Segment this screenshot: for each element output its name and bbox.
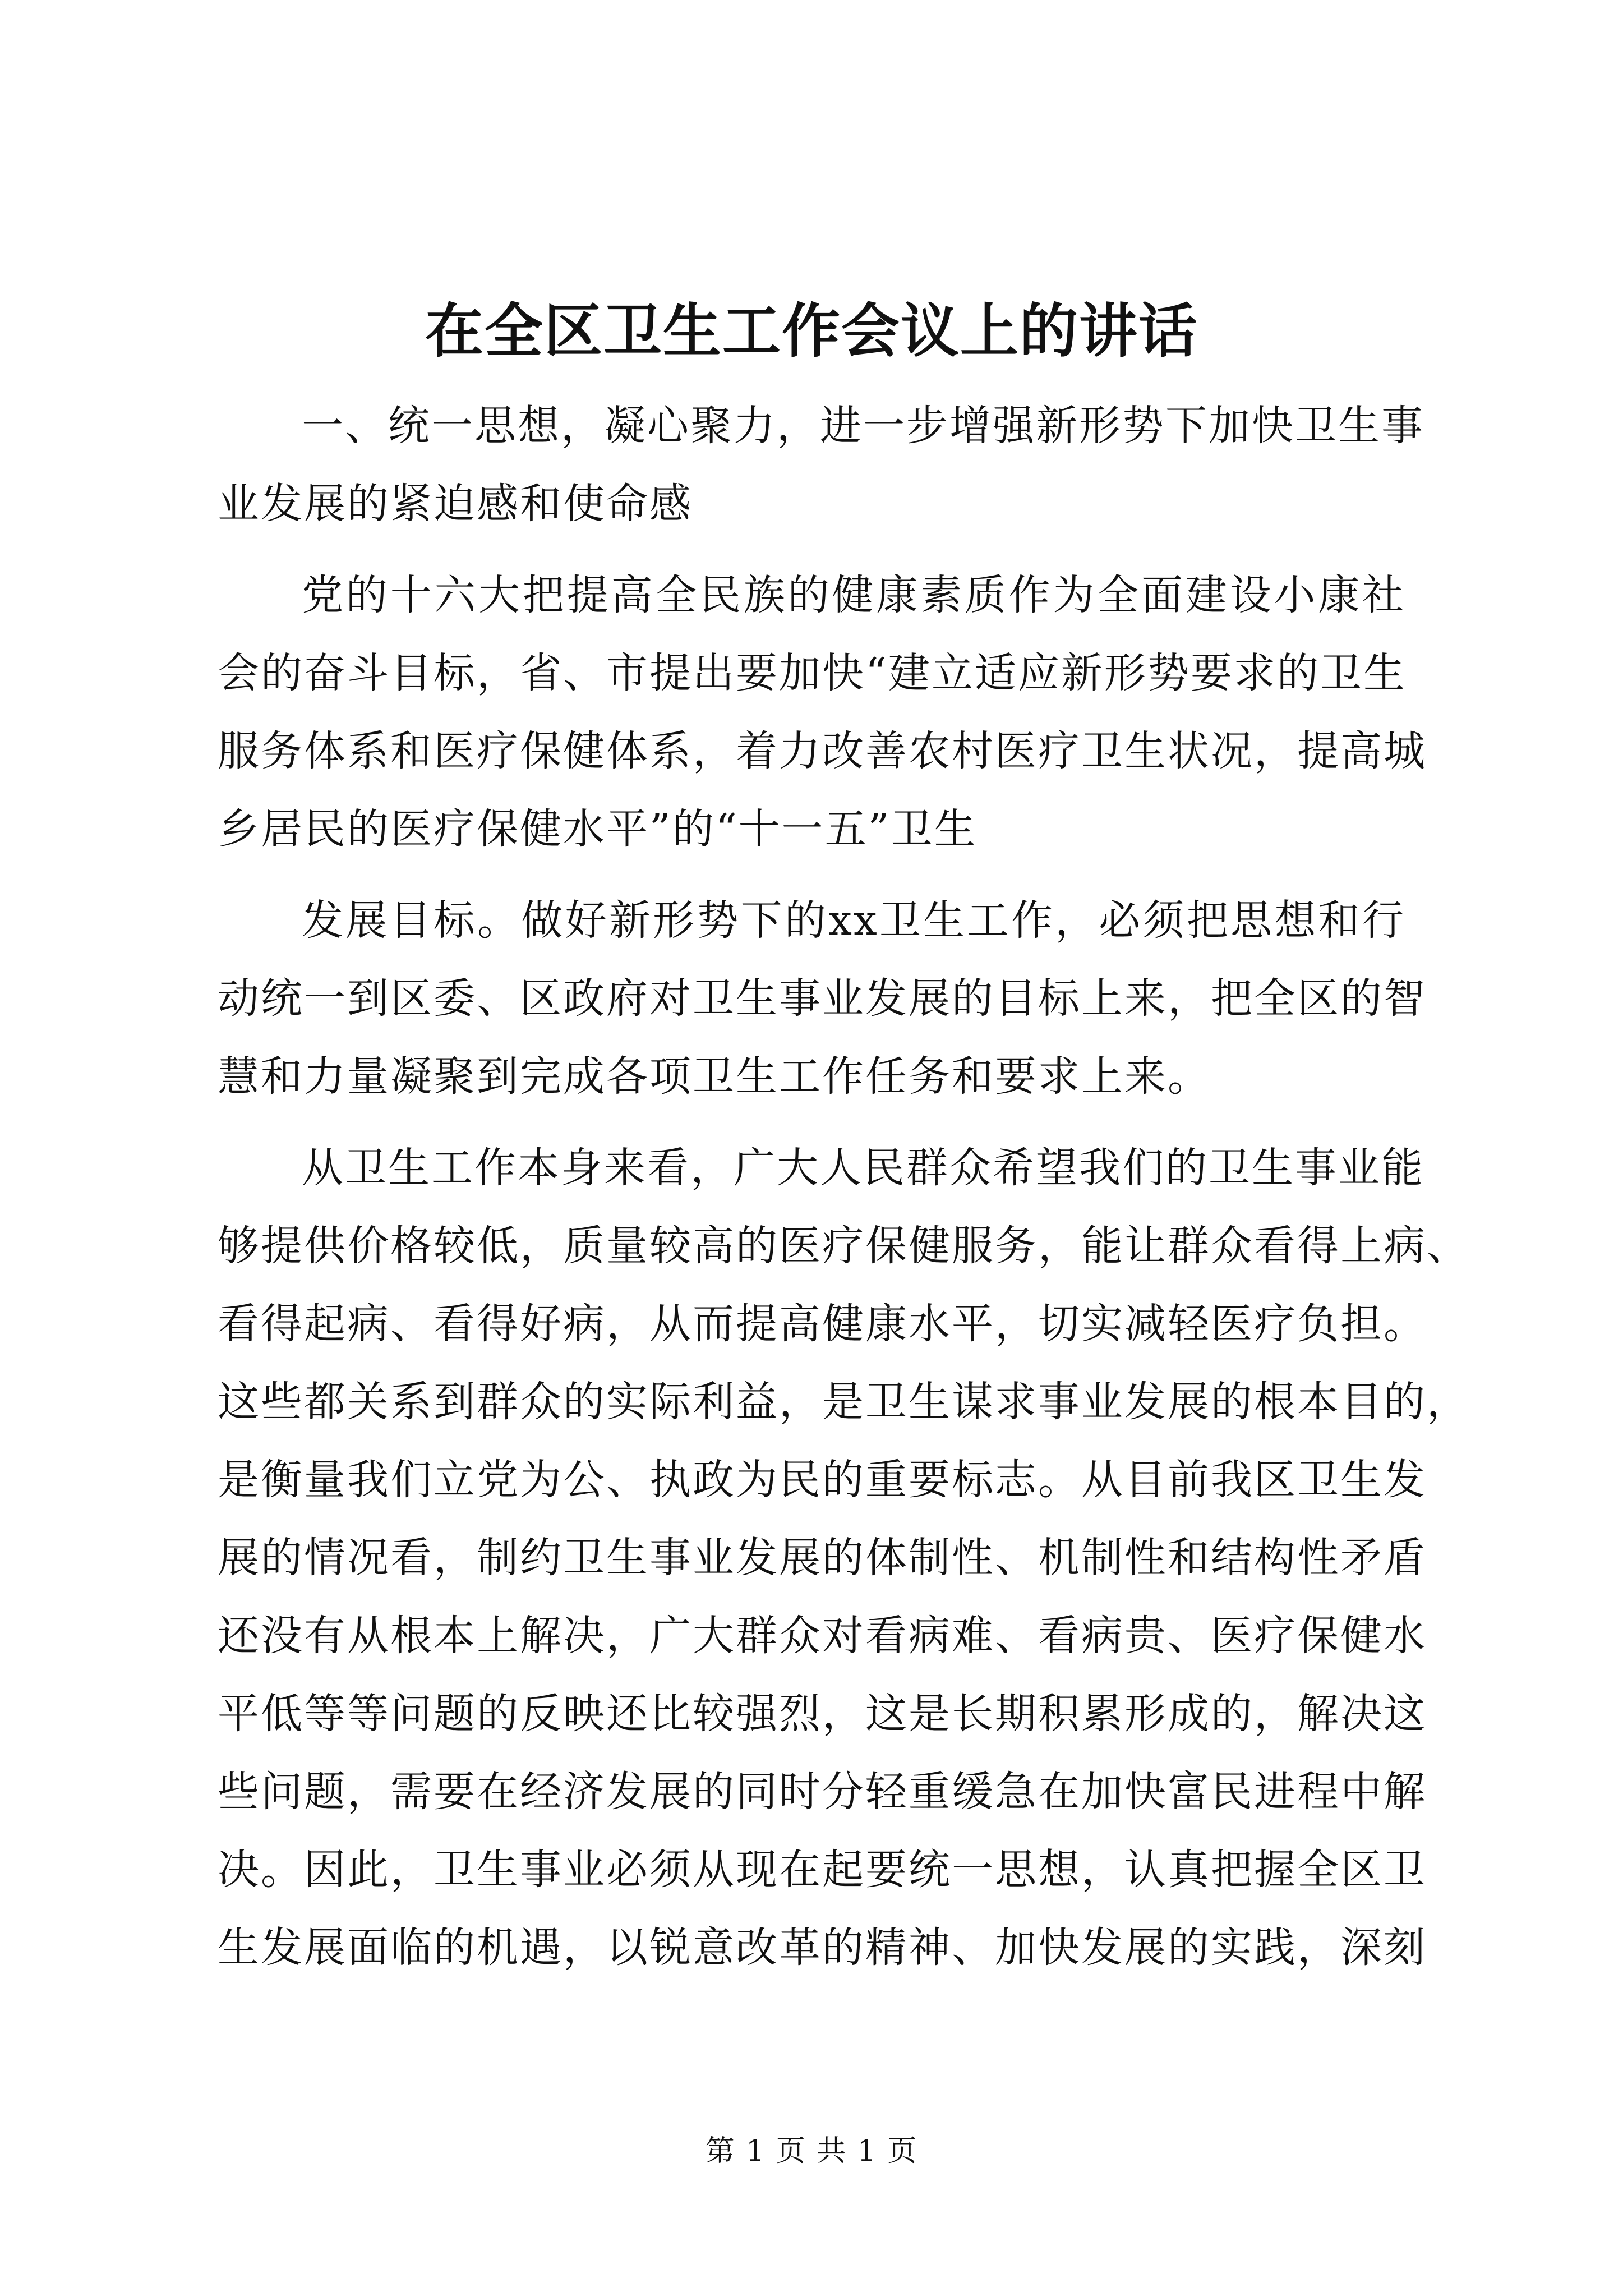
text-line: 发展目标。做好新形势下的xx卫生工作，必须把思想和行	[302, 896, 1405, 945]
page-footer: 第 1 页 共 1 页	[705, 2134, 918, 2168]
text-line: 还没有从根本上解决，广大群众对看病难、看病贵、医疗保健水	[218, 1612, 1427, 1660]
text-line: 从卫生工作本身来看，广大人民群众希望我们的卫生事业能	[302, 1144, 1424, 1192]
text-line: 党的十六大把提高全民族的健康素质作为全面建设小康社	[302, 571, 1405, 619]
text-line: 动统一到区委、区政府对卫生事业发展的目标上来，把全区的智	[218, 974, 1427, 1023]
text-line: 慧和力量凝聚到完成各项卫生工作任务和要求上来。	[218, 1052, 1211, 1101]
text-line: 看得起病、看得好病，从而提高健康水平，切实减轻医疗负担。	[218, 1300, 1427, 1348]
text-line: 会的奋斗目标，省、市提出要加快“建立适应新形势要求的卫生	[218, 649, 1407, 697]
paragraph-spacer	[218, 868, 1405, 882]
text-line: 平低等等问题的反映还比较强烈，这是长期积累形成的，解决这	[218, 1690, 1427, 1738]
text-line: 服务体系和医疗保健体系，着力改善农村医疗卫生状况，提高城	[218, 727, 1427, 775]
text-line: 这些都关系到群众的实际利益，是卫生谋求事业发展的根本目的，	[218, 1378, 1470, 1426]
document-title: 在全区卫生工作会议上的讲话	[425, 296, 1198, 365]
paragraph	[218, 1129, 1470, 1987]
text-line: 决。因此，卫生事业必须从现在起要统一思想，认真把握全区卫	[218, 1846, 1427, 1894]
paragraph-spacer	[218, 1116, 1405, 1129]
text-line: 生发展面临的机遇，以锐意改革的精神、加快发展的实践，深刻	[218, 1924, 1427, 1972]
text-line: 是衡量我们立党为公、执政为民的重要标志。从目前我区卫生发	[218, 1456, 1427, 1504]
text-line: 些问题，需要在经济发展的同时分轻重缓急在加快富民进程中解	[218, 1768, 1427, 1816]
text-line: 乡居民的医疗保健水平”的“十一五”卫生	[218, 805, 978, 853]
text-line: 够提供价格较低，质量较高的医疗保健服务，能让群众看得上病、	[218, 1222, 1470, 1270]
paragraph	[218, 882, 1427, 1116]
text-line: 业发展的紧迫感和使命感	[218, 480, 693, 528]
paragraph-spacer	[218, 543, 1405, 556]
document-body	[218, 387, 1470, 1987]
paragraph	[218, 387, 1424, 543]
text-line: 展的情况看，制约卫生事业发展的体制性、机制性和结构性矛盾	[218, 1534, 1427, 1582]
text-line: 一、统一思想，凝心聚力，进一步增强新形势下加快卫生事	[302, 402, 1424, 450]
paragraph	[218, 556, 1427, 868]
